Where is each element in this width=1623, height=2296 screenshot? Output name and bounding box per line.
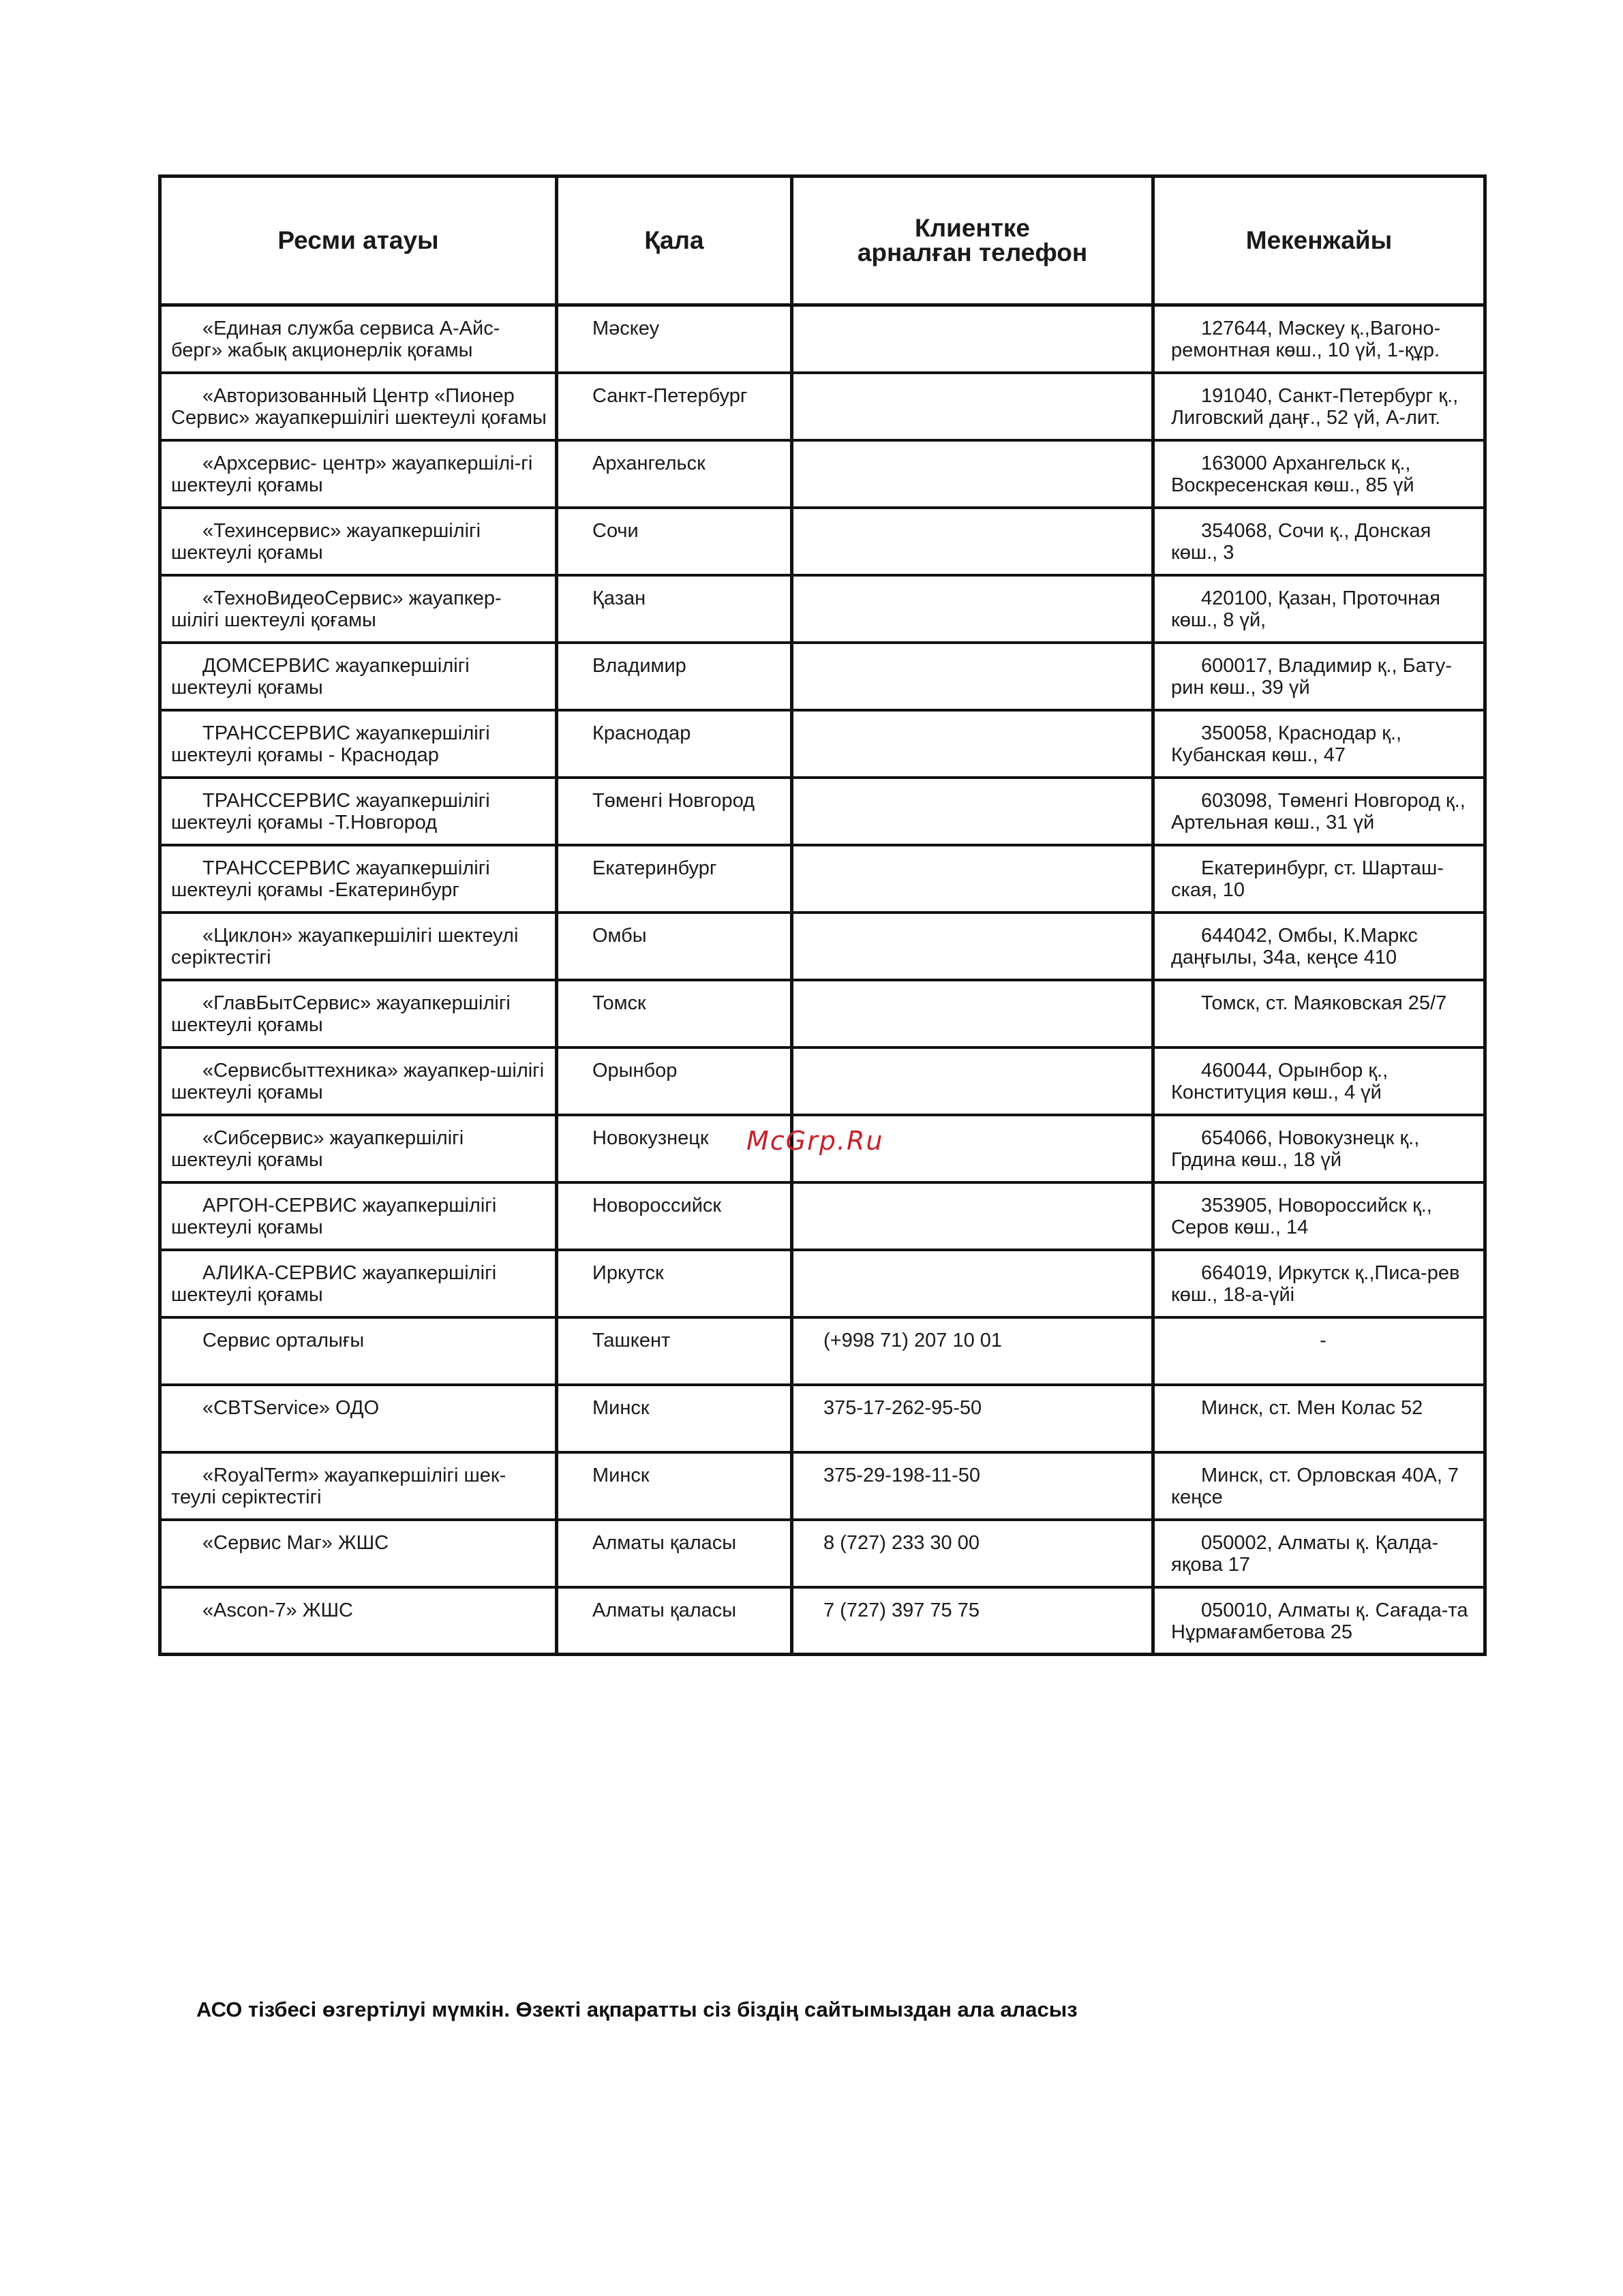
cell-city: Төменгі Новгород xyxy=(557,778,792,845)
cell-city: Новокузнецк xyxy=(557,1115,792,1182)
cell-address: 654066, Новокузнецк қ., Грдина көш., 18 үй xyxy=(1153,1115,1485,1182)
cell-address: 664019, Иркутск қ.,Писа-рев көш., 18-а-үйі xyxy=(1153,1250,1485,1317)
cell-city: Краснодар xyxy=(557,710,792,778)
cell-official-name: «Авторизованный Центр «Пионер Сервис» жауапкершілігі шектеулі қоғамы xyxy=(160,373,557,440)
table-row xyxy=(160,508,1485,575)
cell-phone: (+998 71) 207 10 01 xyxy=(792,1317,1153,1385)
table-row xyxy=(160,845,1485,913)
cell-phone xyxy=(792,373,1153,440)
cell-address: Минск, ст. Орловская 40А, 7 кеңсе xyxy=(1153,1452,1485,1520)
cell-phone xyxy=(792,778,1153,845)
table-body xyxy=(160,305,1485,1655)
cell-official-name: «Сервисбыттехника» жауапкер-шілігі шектеулі қоғамы xyxy=(160,1047,557,1115)
cell-official-name: АРГОН-СЕРВИС жауапкершілігі шектеулі қоғамы xyxy=(160,1182,557,1250)
header-phone: Клиентке арналған телефон xyxy=(792,177,1153,305)
header-official-name: Ресми атауы xyxy=(160,177,557,305)
cell-phone xyxy=(792,305,1153,373)
cell-official-name: «Архсервис- центр» жауапкершілі-гі шектеулі қоғамы xyxy=(160,440,557,508)
cell-official-name: «Ascon-7» ЖШС xyxy=(160,1587,557,1655)
cell-city: Минск xyxy=(557,1385,792,1452)
table-row xyxy=(160,1452,1485,1520)
cell-phone xyxy=(792,845,1153,913)
cell-phone xyxy=(792,643,1153,710)
cell-city: Сочи xyxy=(557,508,792,575)
cell-city: Архангельск xyxy=(557,440,792,508)
table-row xyxy=(160,1520,1485,1587)
table-row xyxy=(160,913,1485,980)
cell-phone xyxy=(792,508,1153,575)
cell-official-name: «ГлавБытСервис» жауапкершілігі шектеулі қоғамы xyxy=(160,980,557,1047)
cell-official-name: «Сибсервис» жауапкершілігі шектеулі қоғамы xyxy=(160,1115,557,1182)
cell-address: 050010, Алматы қ. Сағада-та Нұрмағамбетова 25 xyxy=(1153,1587,1485,1655)
cell-phone: 375-17-262-95-50 xyxy=(792,1385,1153,1452)
cell-address: 354068, Сочи қ., Донская көш., 3 xyxy=(1153,508,1485,575)
cell-city: Иркутск xyxy=(557,1250,792,1317)
cell-city: Екатеринбург xyxy=(557,845,792,913)
footer-note: АСО тізбесі өзгертілуі мүмкін. Өзекті ақпаратты сіз біздің сайтымыздан ала аласыз xyxy=(196,1997,1078,2021)
cell-official-name: ТРАНССЕРВИС жауапкершілігі шектеулі қоғамы - Краснодар xyxy=(160,710,557,778)
cell-city: Алматы қаласы xyxy=(557,1587,792,1655)
cell-address: 600017, Владимир қ., Бату-рин көш., 39 үй xyxy=(1153,643,1485,710)
watermark: McGrp.Ru xyxy=(746,1126,884,1156)
table-row xyxy=(160,1182,1485,1250)
cell-phone: 7 (727) 397 75 75 xyxy=(792,1587,1153,1655)
cell-official-name: Сервис орталығы xyxy=(160,1317,557,1385)
cell-city: Қазан xyxy=(557,575,792,643)
table-row xyxy=(160,305,1485,373)
cell-phone xyxy=(792,913,1153,980)
cell-address: 603098, Төменгі Новгород қ., Артельная көш., 31 үй xyxy=(1153,778,1485,845)
cell-city: Томск xyxy=(557,980,792,1047)
cell-address: 353905, Новороссийск қ., Серов көш., 14 xyxy=(1153,1182,1485,1250)
cell-phone: 375-29-198-11-50 xyxy=(792,1452,1153,1520)
table-row xyxy=(160,1250,1485,1317)
cell-address: Минск, ст. Мен Колас 52 xyxy=(1153,1385,1485,1452)
cell-phone xyxy=(792,1182,1153,1250)
cell-address: 644042, Омбы, К.Маркс даңғылы, 34а, кеңсе 410 xyxy=(1153,913,1485,980)
cell-phone xyxy=(792,710,1153,778)
service-centers-table xyxy=(158,174,1487,1656)
cell-official-name: «Сервис Маг» ЖШС xyxy=(160,1520,557,1587)
table-row xyxy=(160,575,1485,643)
table-row xyxy=(160,1047,1485,1115)
cell-official-name: АЛИКА-СЕРВИС жауапкершілігі шектеулі қоғамы xyxy=(160,1250,557,1317)
cell-official-name: «ТехноВидеоСервис» жауапкер-шілігі шектеулі қоғамы xyxy=(160,575,557,643)
cell-address: 191040, Санкт-Петербург қ., Лиговский даңғ., 52 үй, А-лит. xyxy=(1153,373,1485,440)
cell-address: 420100, Қазан, Проточная көш., 8 үй, xyxy=(1153,575,1485,643)
cell-official-name: ТРАНССЕРВИС жауапкершілігі шектеулі қоғамы -Екатеринбург xyxy=(160,845,557,913)
cell-city: Минск xyxy=(557,1452,792,1520)
cell-city: Орынбор xyxy=(557,1047,792,1115)
cell-official-name: ДОМСЕРВИС жауапкершілігі шектеулі қоғамы xyxy=(160,643,557,710)
cell-address: 127644, Мәскеу қ.,Вагоно-ремонтная көш., 10 үй, 1-құр. xyxy=(1153,305,1485,373)
cell-city: Владимир xyxy=(557,643,792,710)
cell-phone xyxy=(792,1250,1153,1317)
cell-phone xyxy=(792,980,1153,1047)
cell-city: Мәскеу xyxy=(557,305,792,373)
cell-official-name: «Техинсервис» жауапкершілігі шектеулі қоғамы xyxy=(160,508,557,575)
cell-city: Алматы қаласы xyxy=(557,1520,792,1587)
table-row xyxy=(160,1317,1485,1385)
cell-phone xyxy=(792,1047,1153,1115)
cell-address: 163000 Архангельск қ., Воскресенская көш., 85 үй xyxy=(1153,440,1485,508)
cell-city: Санкт-Петербург xyxy=(557,373,792,440)
table-row xyxy=(160,643,1485,710)
header-city: Қала xyxy=(557,177,792,305)
table-row xyxy=(160,778,1485,845)
cell-address: 050002, Алматы қ. Қалда-яқова 17 xyxy=(1153,1520,1485,1587)
cell-address: - xyxy=(1153,1317,1485,1385)
table-row xyxy=(160,710,1485,778)
cell-official-name: «CBTService» ОДО xyxy=(160,1385,557,1452)
cell-address: Екатеринбург, ст. Шарташ-ская, 10 xyxy=(1153,845,1485,913)
cell-official-name: «Циклон» жауапкершілігі шектеулі серіктестігі xyxy=(160,913,557,980)
table-row xyxy=(160,1385,1485,1452)
cell-official-name: «RoyalTerm» жауапкершілігі шек-теулі серіктестігі xyxy=(160,1452,557,1520)
cell-city: Омбы xyxy=(557,913,792,980)
table-row xyxy=(160,980,1485,1047)
cell-official-name: ТРАНССЕРВИС жауапкершілігі шектеулі қоғамы -Т.Новгород xyxy=(160,778,557,845)
cell-address: Томск, ст. Маяковская 25/7 xyxy=(1153,980,1485,1047)
cell-city: Ташкент xyxy=(557,1317,792,1385)
table-header-row xyxy=(160,177,1485,305)
cell-official-name: «Единая служба сервиса А-Айс-берг» жабық акционерлік қоғамы xyxy=(160,305,557,373)
cell-phone xyxy=(792,575,1153,643)
table-row xyxy=(160,373,1485,440)
cell-phone: 8 (727) 233 30 00 xyxy=(792,1520,1153,1587)
header-address: Мекенжайы xyxy=(1153,177,1485,305)
table-row xyxy=(160,1587,1485,1655)
table-row xyxy=(160,440,1485,508)
cell-phone xyxy=(792,440,1153,508)
cell-city: Новороссийск xyxy=(557,1182,792,1250)
cell-address: 350058, Краснодар қ., Кубанская көш., 47 xyxy=(1153,710,1485,778)
cell-address: 460044, Орынбор қ., Конституция көш., 4 үй xyxy=(1153,1047,1485,1115)
